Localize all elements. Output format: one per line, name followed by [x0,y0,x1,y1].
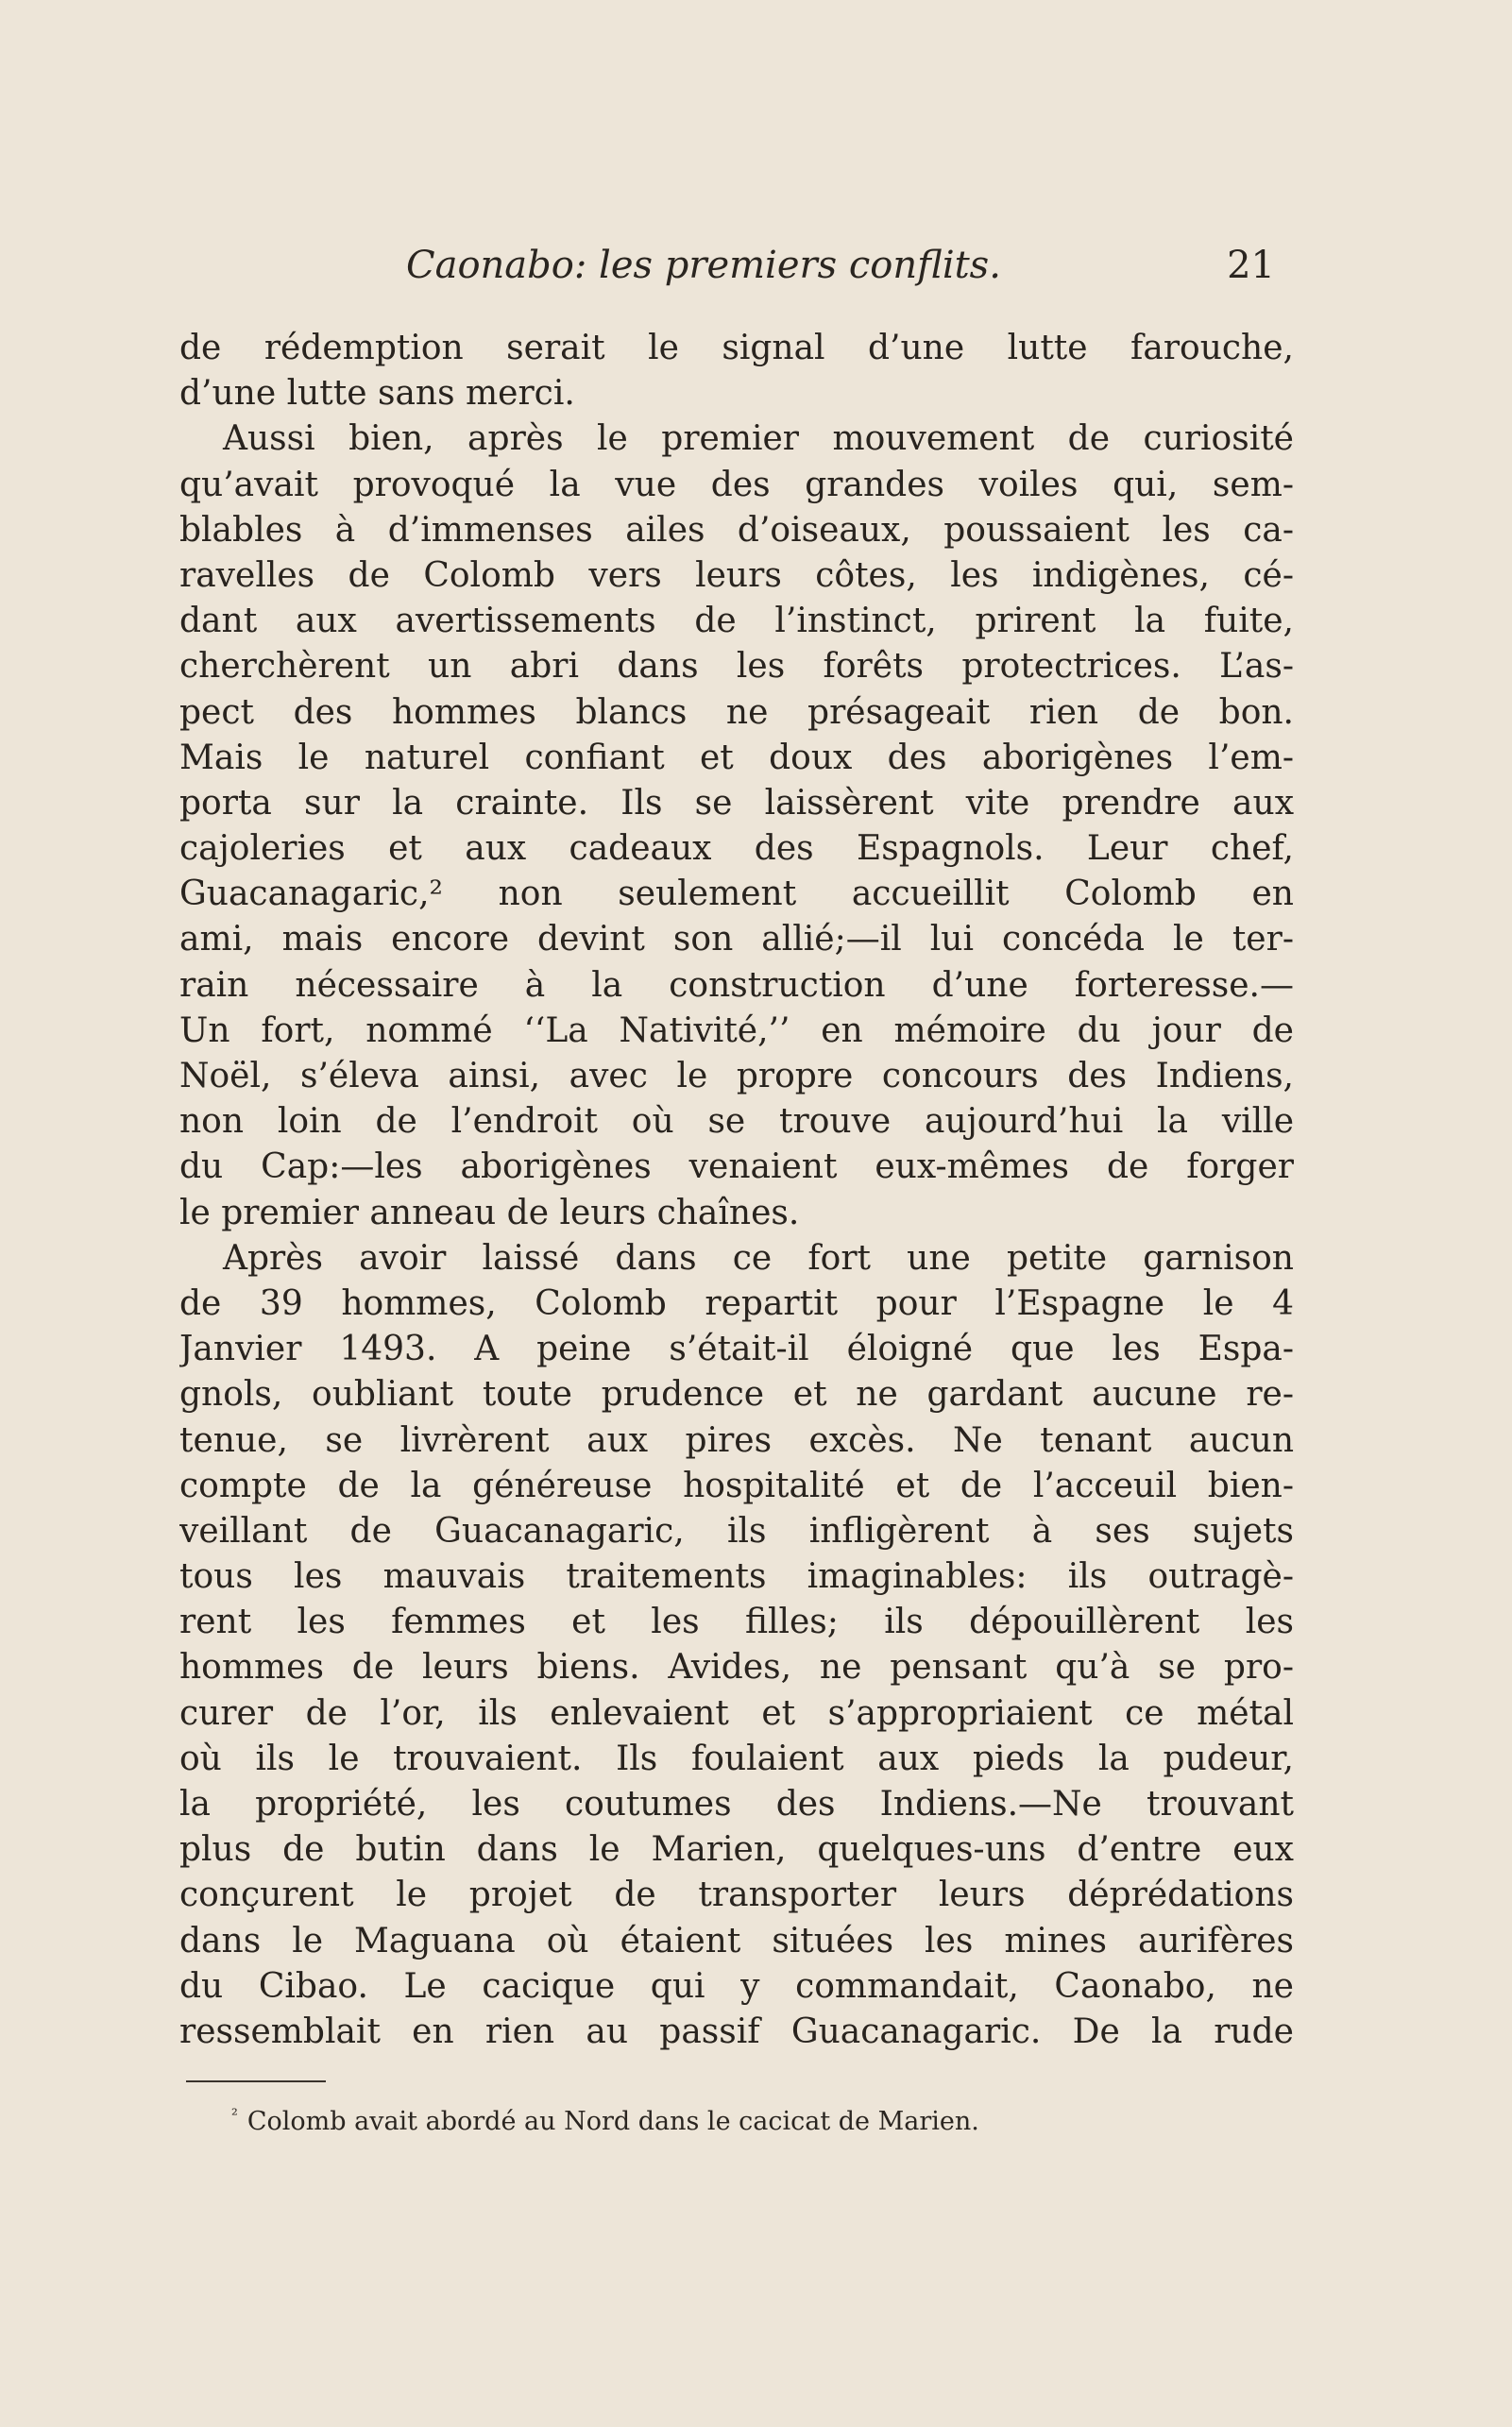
footnote [231,2106,979,2136]
text-line: dans le Maguana où étaient situées les mines aurifères [179,1921,1294,1960]
text-line: cajoleries et aux cadeaux des Espagnols. Leur chef, [179,829,1294,869]
text-line: le premier anneau de leurs chaînes. [179,1193,800,1232]
text-line: porta sur la crainte. Ils se laissèrent vite prendre aux [179,783,1294,823]
text-line: ressemblait en rien au passif Guacanagaric. De la rude [179,2011,1294,2051]
footnote-text: Colomb avait abordé au Nord dans le cacicat de Marien. [246,2107,979,2136]
text-line: veillant de Guacanagaric, ils infligèrent à ses sujets [179,1511,1294,1551]
text-line: d’une lutte sans merci. [179,374,575,414]
text-line: plus de butin dans le Marien, quelques-uns d’entre eux [179,1830,1294,1870]
text-line: de 39 hommes, Colomb repartit pour l’Espagne le 4 [179,1283,1294,1323]
text-line: hommes de leurs biens. Avides, ne pensant qu’à se pro- [179,1648,1294,1688]
text-line: curer de l’or, ils enlevaient et s’appropriaient ce métal [179,1693,1294,1733]
text-line: conçurent le projet de transporter leurs déprédations [179,1875,1294,1915]
page-number: 21 [1227,244,1275,287]
text-line: Un fort, nommé ‘‘La Nativité,’’ en mémoire du jour de [179,1010,1294,1050]
text-line: pect des hommes blancs ne présageait rien de bon. [179,692,1294,732]
text-line: blables à d’immenses ailes d’oiseaux, poussaient les ca- [179,510,1294,550]
text-line: où ils le trouvaient. Ils foulaient aux pieds la pudeur, [179,1739,1294,1778]
text-line: qu’avait provoqué la vue des grandes voiles qui, sem- [179,465,1294,504]
running-title: Caonabo: les premiers conflits. [406,244,1001,287]
text-line: de rédemption serait le signal d’une lutte farouche, [179,329,1294,367]
text-line: gnols, oubliant toute prudence et ne gardant aucune re- [179,1375,1294,1415]
text-line: Aussi bien, après le premier mouvement de curiosité [223,419,1294,459]
text-line: ami, mais encore devint son allié;—il lui concéda le ter- [179,920,1294,959]
text-line: Janvier 1493. A peine s’était-il éloigné que les Espa- [179,1330,1294,1369]
text-line: compte de la généreuse hospitalité et de l’acceuil bien- [179,1466,1294,1505]
text-line: la propriété, les coutumes des Indiens.—Ne trouvant [179,1785,1294,1824]
text-line: cherchèrent un abri dans les forêts protectrices. L’as- [179,647,1294,687]
text-line: Après avoir laissé dans ce fort une petite garnison [223,1238,1294,1278]
text-line: rent les femmes et les filles; ils dépouillèrent les [179,1603,1294,1642]
text-line: dant aux avertissements de l’instinct, prirent la fuite, [179,602,1294,641]
footnote-rule [186,2080,326,2082]
text-line: Guacanagaric,² non seulement accueillit Colomb en [179,874,1294,914]
text-line: ravelles de Colomb vers leurs côtes, les indigènes, cé- [179,555,1294,595]
text-line: du Cibao. Le cacique qui y commandait, Caonabo, ne [179,1966,1294,2006]
text-line: Mais le naturel confiant et doux des aborigènes l’em- [179,738,1294,777]
text-line: tous les mauvais traitements imaginables: ils outragè- [179,1557,1294,1597]
body-text [179,326,1294,2055]
text-line: rain nécessaire à la construction d’une forteresse.— [179,965,1294,1005]
running-head [179,244,1294,300]
text-line: non loin de l’endroit où se trouve aujourd’hui la ville [179,1102,1294,1142]
text-line: Noël, s’éleva ainsi, avec le propre concours des Indiens, [179,1057,1294,1095]
text-line: tenue, se livrèrent aux pires excès. Ne tenant aucun [179,1420,1294,1460]
text-line: du Cap:—les aborigènes venaient eux-mêmes de forger [179,1147,1294,1187]
footnote-mark: ² [231,2106,238,2125]
